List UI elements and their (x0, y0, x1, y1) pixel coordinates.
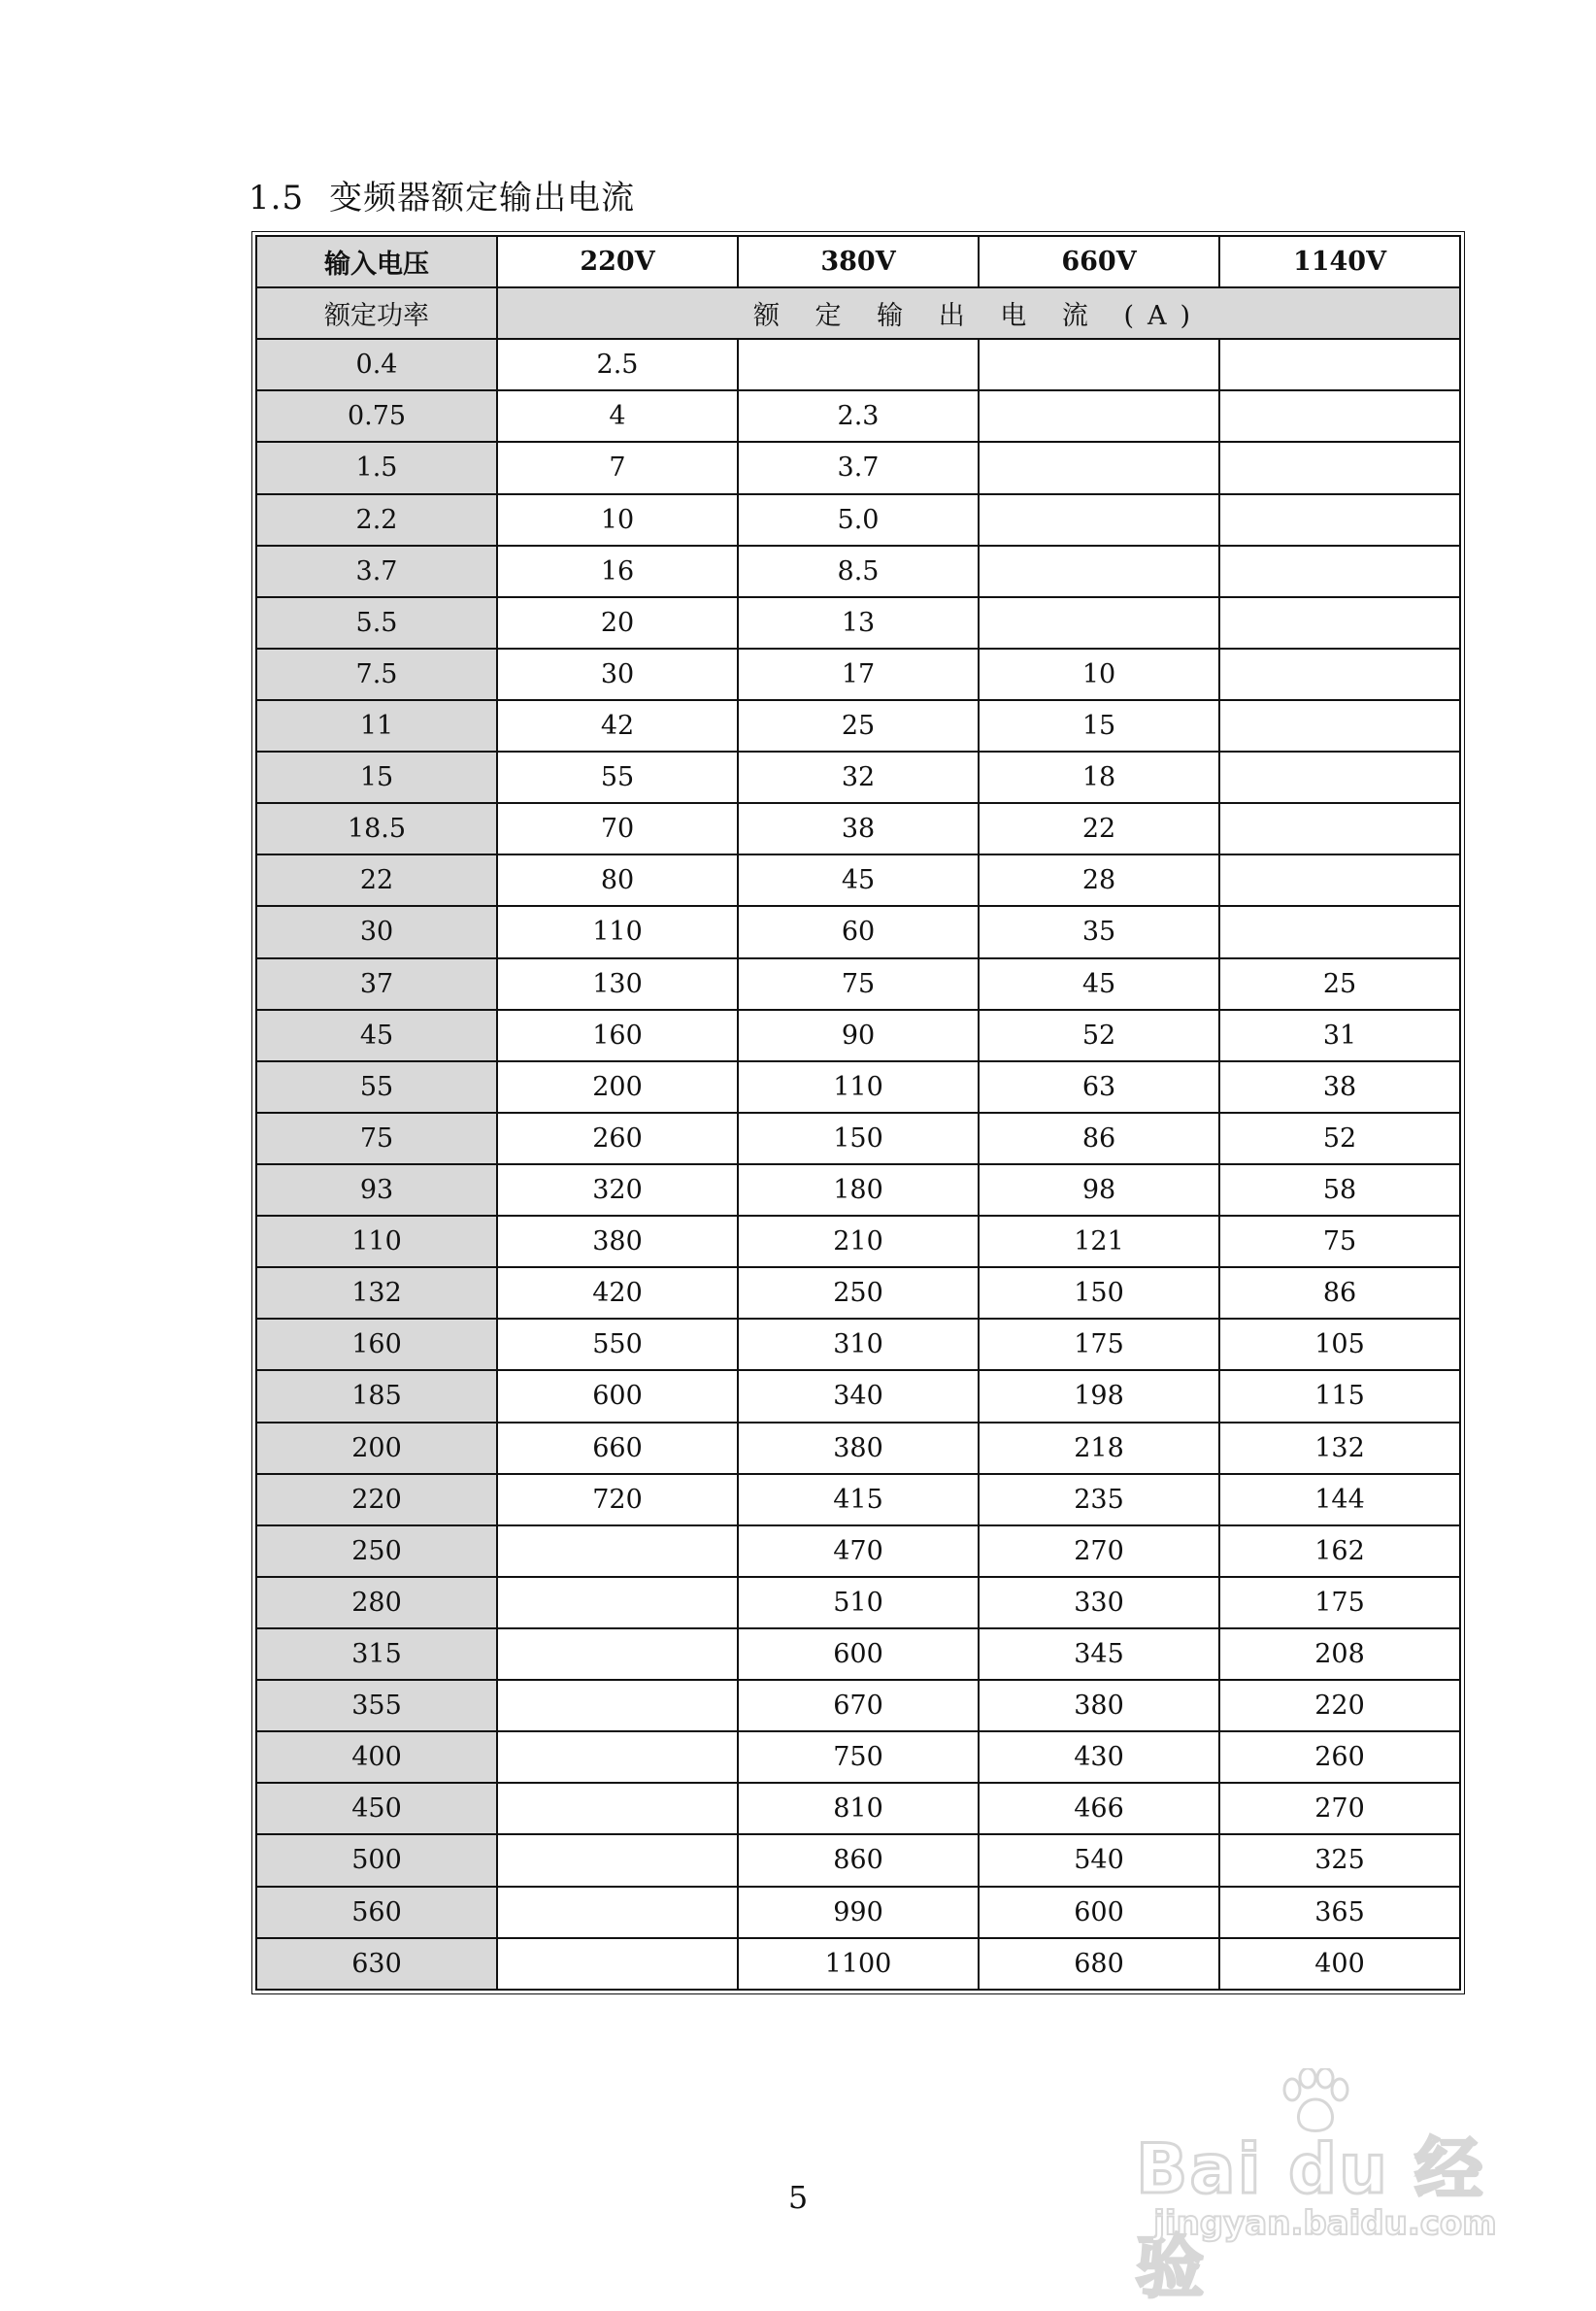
rated-current-cell: 2.5 (497, 339, 738, 390)
rated-power-cell: 18.5 (256, 803, 497, 854)
section-number: 1.5 (249, 179, 305, 218)
rated-power-cell: 3.7 (256, 546, 497, 597)
rated-current-cell: 63 (979, 1061, 1219, 1113)
rated-current-cell: 130 (497, 958, 738, 1010)
rated-current-cell: 13 (738, 597, 979, 649)
rated-power-cell: 160 (256, 1319, 497, 1370)
rated-power-cell: 630 (256, 1938, 497, 1990)
table-row (256, 1834, 1460, 1886)
rated-current-cell: 150 (738, 1113, 979, 1164)
rated-current-caption: 额 定 输 出 电 流 (A) (497, 287, 1460, 339)
table-row (256, 1267, 1460, 1319)
rated-current-cell: 86 (1219, 1267, 1460, 1319)
rated-current-cell: 365 (1219, 1887, 1460, 1938)
table-row (256, 752, 1460, 803)
rated-current-cell (1219, 597, 1460, 649)
rated-current-cell: 45 (979, 958, 1219, 1010)
rated-power-label: 额定功率 (256, 287, 497, 339)
rated-current-cell: 52 (979, 1010, 1219, 1061)
rated-current-cell (1219, 906, 1460, 957)
rated-power-cell: 450 (256, 1783, 497, 1834)
rated-current-cell (1219, 390, 1460, 442)
rated-current-cell: 38 (738, 803, 979, 854)
rated-current-cell: 430 (979, 1731, 1219, 1783)
table-row (256, 1113, 1460, 1164)
rated-current-cell: 42 (497, 700, 738, 752)
rated-current-cell: 810 (738, 1783, 979, 1834)
rated-current-cell: 20 (497, 597, 738, 649)
rated-current-cell (1219, 700, 1460, 752)
rated-power-cell: 11 (256, 700, 497, 752)
rated-current-cell (1219, 494, 1460, 546)
rated-current-cell: 25 (738, 700, 979, 752)
rated-current-cell: 670 (738, 1680, 979, 1731)
rated-current-cell: 380 (497, 1216, 738, 1267)
voltage-header-cell: 1140V (1219, 236, 1460, 287)
rated-power-cell: 132 (256, 1267, 497, 1319)
rated-current-cell (497, 1938, 738, 1990)
rated-current-cell: 144 (1219, 1474, 1460, 1525)
current-rating-table-frame (251, 231, 1465, 1994)
rated-current-cell: 75 (738, 958, 979, 1010)
rated-power-cell: 93 (256, 1164, 497, 1216)
rated-power-cell: 280 (256, 1577, 497, 1628)
rated-current-cell: 470 (738, 1525, 979, 1577)
rated-current-cell: 32 (738, 752, 979, 803)
table-row (256, 649, 1460, 700)
rated-current-cell: 220 (1219, 1680, 1460, 1731)
rated-power-cell: 500 (256, 1834, 497, 1886)
rated-current-cell: 110 (738, 1061, 979, 1113)
rated-power-cell: 220 (256, 1474, 497, 1525)
rated-current-cell (497, 1887, 738, 1938)
table-row (256, 854, 1460, 906)
rated-current-cell: 17 (738, 649, 979, 700)
rated-current-cell: 55 (497, 752, 738, 803)
rated-current-cell: 4 (497, 390, 738, 442)
rated-current-cell: 260 (1219, 1731, 1460, 1783)
rated-current-cell: 115 (1219, 1370, 1460, 1422)
rated-power-cell: 2.2 (256, 494, 497, 546)
rated-current-cell (497, 1628, 738, 1680)
rated-current-cell: 98 (979, 1164, 1219, 1216)
table-row (256, 1525, 1460, 1577)
rated-current-cell: 250 (738, 1267, 979, 1319)
rated-current-cell: 380 (979, 1680, 1219, 1731)
rated-current-cell: 3.7 (738, 442, 979, 493)
rated-current-cell (979, 494, 1219, 546)
rated-current-cell (497, 1731, 738, 1783)
rated-current-cell (1219, 803, 1460, 854)
rated-current-cell: 990 (738, 1887, 979, 1938)
rated-power-cell: 7.5 (256, 649, 497, 700)
table-row (256, 1216, 1460, 1267)
rated-current-cell (979, 597, 1219, 649)
rated-current-cell: 320 (497, 1164, 738, 1216)
table-row (256, 494, 1460, 546)
rated-current-cell: 540 (979, 1834, 1219, 1886)
input-voltage-label: 输入电压 (256, 236, 497, 287)
subheader-row (256, 287, 1460, 339)
rated-current-cell: 31 (1219, 1010, 1460, 1061)
table-row (256, 1680, 1460, 1731)
rated-current-cell: 180 (738, 1164, 979, 1216)
table-row (256, 1370, 1460, 1422)
rated-current-cell: 175 (1219, 1577, 1460, 1628)
rated-current-cell: 380 (738, 1423, 979, 1474)
rated-current-cell: 400 (1219, 1938, 1460, 1990)
rated-power-cell: 315 (256, 1628, 497, 1680)
rated-current-cell: 235 (979, 1474, 1219, 1525)
table-row (256, 803, 1460, 854)
rated-current-cell: 510 (738, 1577, 979, 1628)
table-row (256, 1628, 1460, 1680)
rated-current-cell: 58 (1219, 1164, 1460, 1216)
rated-current-cell: 330 (979, 1577, 1219, 1628)
rated-current-cell: 60 (738, 906, 979, 957)
rated-power-cell: 5.5 (256, 597, 497, 649)
table-row (256, 442, 1460, 493)
rated-current-cell (1219, 649, 1460, 700)
table-row (256, 339, 1460, 390)
rated-current-cell (979, 546, 1219, 597)
rated-current-cell (1219, 339, 1460, 390)
rated-current-cell: 7 (497, 442, 738, 493)
rated-current-cell: 35 (979, 906, 1219, 957)
rated-current-cell: 720 (497, 1474, 738, 1525)
rated-current-cell: 325 (1219, 1834, 1460, 1886)
table-row (256, 1061, 1460, 1113)
rated-current-cell (497, 1577, 738, 1628)
table-row (256, 1887, 1460, 1938)
rated-current-cell (1219, 854, 1460, 906)
rated-current-cell: 160 (497, 1010, 738, 1061)
watermark-url: jingyan.baidu.com (1153, 2204, 1497, 2243)
rated-power-cell: 0.75 (256, 390, 497, 442)
rated-current-cell: 200 (497, 1061, 738, 1113)
baidu-jingyan-watermark (1136, 2068, 1514, 2307)
rated-current-cell: 466 (979, 1783, 1219, 1834)
table-row (256, 1938, 1460, 1990)
rated-current-cell: 1100 (738, 1938, 979, 1990)
rated-current-cell: 750 (738, 1731, 979, 1783)
table-row (256, 1577, 1460, 1628)
rated-current-cell (1219, 442, 1460, 493)
rated-current-cell: 420 (497, 1267, 738, 1319)
rated-current-cell: 310 (738, 1319, 979, 1370)
rated-current-cell: 260 (497, 1113, 738, 1164)
voltage-header-cell: 660V (979, 236, 1219, 287)
rated-power-cell: 55 (256, 1061, 497, 1113)
rated-current-cell: 208 (1219, 1628, 1460, 1680)
rated-current-cell (979, 442, 1219, 493)
voltage-header-cell: 380V (738, 236, 979, 287)
rated-current-cell: 600 (979, 1887, 1219, 1938)
rated-current-cell (497, 1783, 738, 1834)
rated-power-cell: 30 (256, 906, 497, 957)
table-row (256, 1423, 1460, 1474)
table-row (256, 958, 1460, 1010)
rated-current-cell: 8.5 (738, 546, 979, 597)
rated-current-cell: 10 (979, 649, 1219, 700)
rated-current-cell: 680 (979, 1938, 1219, 1990)
rated-current-cell: 660 (497, 1423, 738, 1474)
rated-power-cell: 22 (256, 854, 497, 906)
table-row (256, 906, 1460, 957)
rated-current-cell: 5.0 (738, 494, 979, 546)
rated-current-cell (1219, 546, 1460, 597)
rated-current-cell (497, 1834, 738, 1886)
table-row (256, 1783, 1460, 1834)
rated-power-cell: 15 (256, 752, 497, 803)
rated-current-cell: 70 (497, 803, 738, 854)
rated-current-cell: 210 (738, 1216, 979, 1267)
rated-power-cell: 185 (256, 1370, 497, 1422)
rated-power-cell: 250 (256, 1525, 497, 1577)
rated-power-cell: 560 (256, 1887, 497, 1938)
rated-current-cell: 121 (979, 1216, 1219, 1267)
rated-current-cell: 25 (1219, 958, 1460, 1010)
watermark-logo: Bai du 经验 (1136, 2129, 1485, 2307)
rated-power-cell: 400 (256, 1731, 497, 1783)
rated-current-cell (497, 1525, 738, 1577)
rated-current-cell: 110 (497, 906, 738, 957)
rated-current-cell: 38 (1219, 1061, 1460, 1113)
rated-current-cell: 45 (738, 854, 979, 906)
table-row (256, 1164, 1460, 1216)
rated-current-cell: 80 (497, 854, 738, 906)
table-row (256, 1319, 1460, 1370)
table-row (256, 597, 1460, 649)
rated-current-cell: 86 (979, 1113, 1219, 1164)
table-row (256, 1010, 1460, 1061)
current-rating-table (255, 235, 1461, 1991)
rated-current-cell: 132 (1219, 1423, 1460, 1474)
rated-current-cell: 270 (979, 1525, 1219, 1577)
rated-current-cell (979, 339, 1219, 390)
rated-current-cell: 22 (979, 803, 1219, 854)
rated-power-cell: 110 (256, 1216, 497, 1267)
rated-current-cell: 345 (979, 1628, 1219, 1680)
table-row (256, 700, 1460, 752)
voltage-header-row (256, 236, 1460, 287)
rated-current-cell: 175 (979, 1319, 1219, 1370)
rated-current-cell: 90 (738, 1010, 979, 1061)
rated-current-cell: 105 (1219, 1319, 1460, 1370)
table-row (256, 546, 1460, 597)
rated-current-cell: 16 (497, 546, 738, 597)
rated-current-cell: 162 (1219, 1525, 1460, 1577)
rated-power-cell: 1.5 (256, 442, 497, 493)
rated-current-cell: 75 (1219, 1216, 1460, 1267)
rated-power-cell: 0.4 (256, 339, 497, 390)
rated-current-cell: 270 (1219, 1783, 1460, 1834)
rated-current-cell: 600 (497, 1370, 738, 1422)
rated-current-cell: 30 (497, 649, 738, 700)
table-row (256, 1474, 1460, 1525)
rated-current-cell: 18 (979, 752, 1219, 803)
rated-power-cell: 37 (256, 958, 497, 1010)
voltage-header-cell: 220V (497, 236, 738, 287)
rated-current-cell (979, 390, 1219, 442)
rated-power-cell: 45 (256, 1010, 497, 1061)
rated-current-cell (497, 1680, 738, 1731)
rated-current-cell: 550 (497, 1319, 738, 1370)
rated-current-cell (1219, 752, 1460, 803)
table-row (256, 1731, 1460, 1783)
page-number: 5 (787, 2179, 809, 2216)
rated-current-cell: 2.3 (738, 390, 979, 442)
section-heading (249, 171, 635, 218)
rated-current-cell: 52 (1219, 1113, 1460, 1164)
rated-current-cell: 15 (979, 700, 1219, 752)
rated-current-cell (738, 339, 979, 390)
rated-current-cell: 415 (738, 1474, 979, 1525)
rated-current-cell: 150 (979, 1267, 1219, 1319)
rated-current-cell: 10 (497, 494, 738, 546)
rated-current-cell: 600 (738, 1628, 979, 1680)
rated-current-cell: 28 (979, 854, 1219, 906)
rated-power-cell: 75 (256, 1113, 497, 1164)
table-row (256, 390, 1460, 442)
rated-power-cell: 355 (256, 1680, 497, 1731)
rated-current-cell: 340 (738, 1370, 979, 1422)
rated-current-cell: 860 (738, 1834, 979, 1886)
section-title: 变频器额定输出电流 (329, 179, 636, 218)
rated-current-cell: 198 (979, 1370, 1219, 1422)
rated-current-cell: 218 (979, 1423, 1219, 1474)
rated-power-cell: 200 (256, 1423, 497, 1474)
